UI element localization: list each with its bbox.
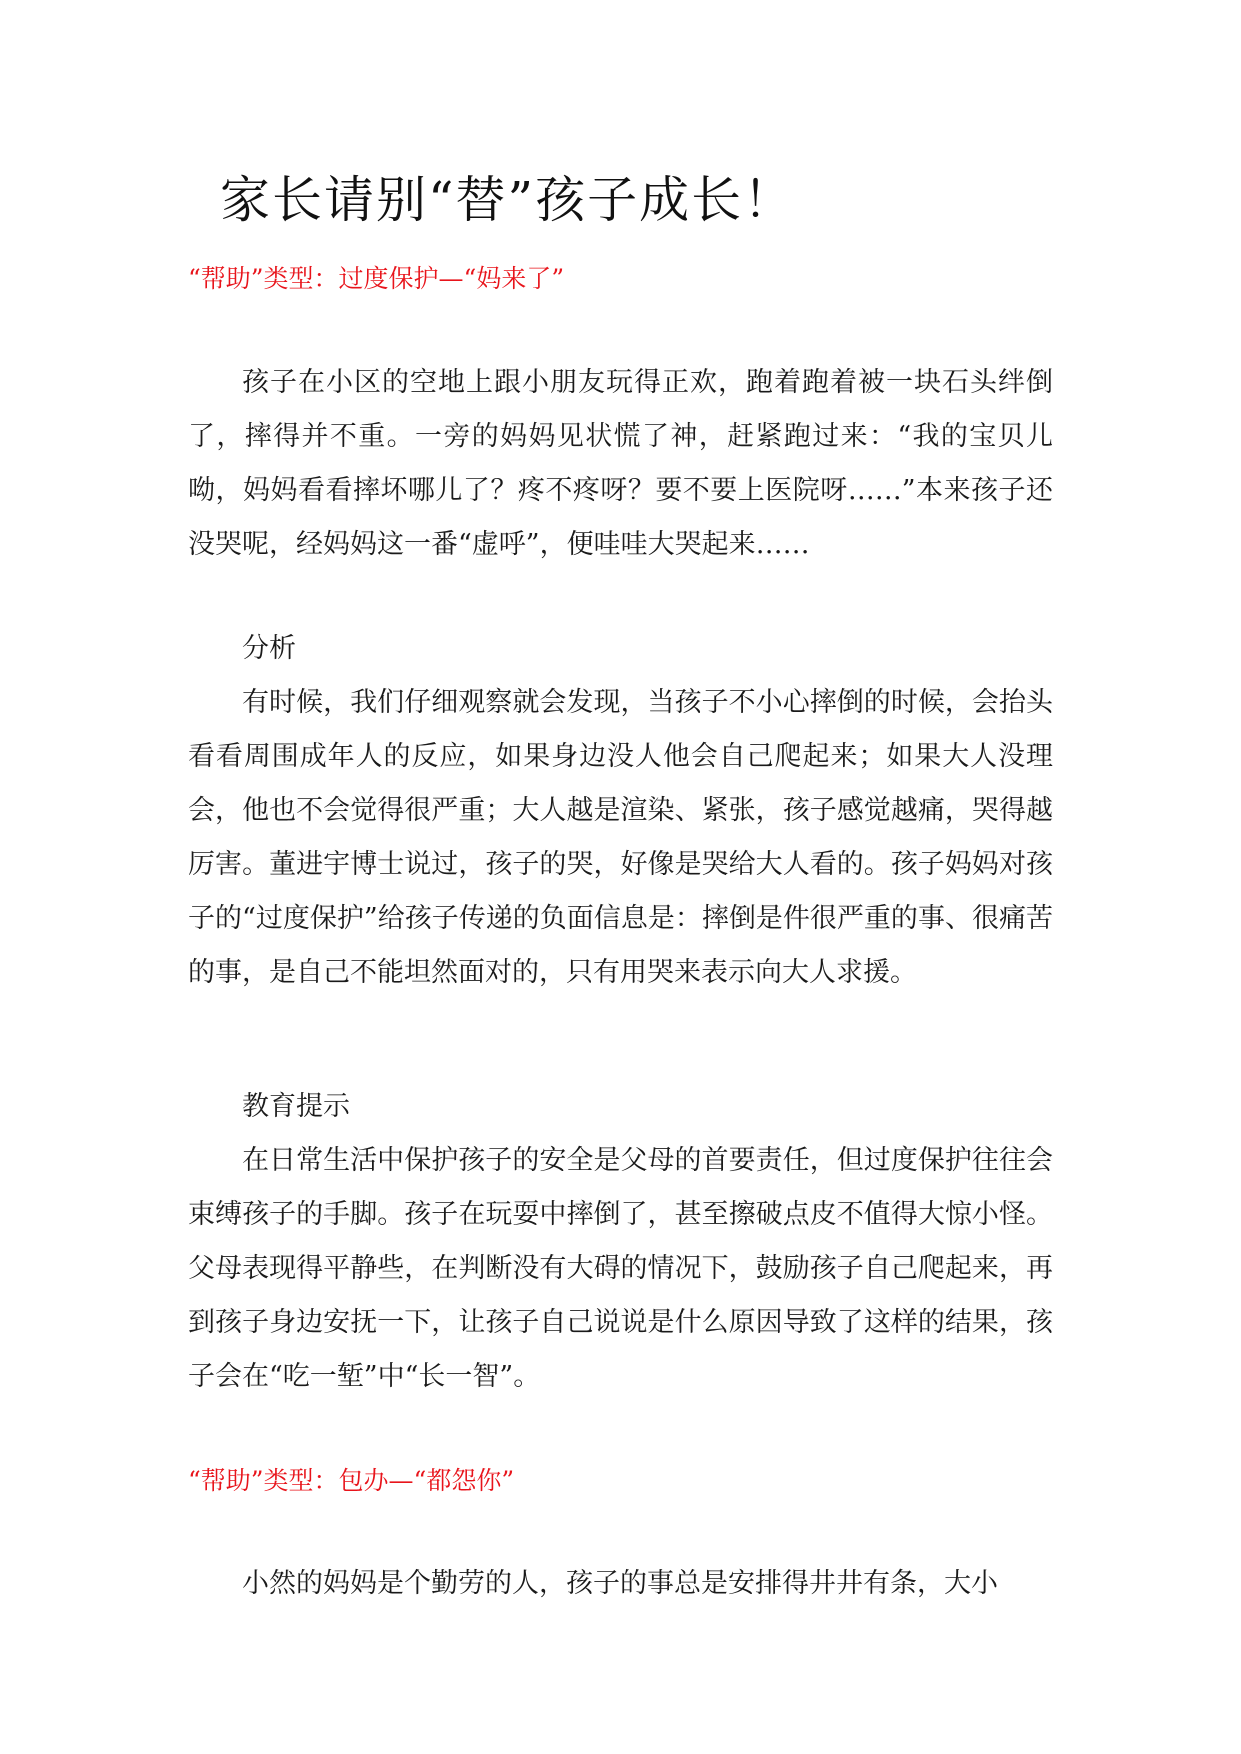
education-tip-label: 教育提示 <box>242 1091 350 1122</box>
page-title: 家长请别“替”孩子成长！ <box>220 171 796 229</box>
story-paragraph: 孩子在小区的空地上跟小朋友玩得正欢，跑着跑着被一块石头绊倒了，摔得并不重。一旁的妈妈见状慌了神，赶紧跑过来：“我的宝贝儿呦，妈妈看看摔坏哪儿了？疼不疼呀？要不要上医院呀……”本来孩子还没哭呢，经妈妈这一番“虚呼”，便哇哇大哭起来…… <box>188 367 1053 560</box>
analysis-label: 分析 <box>242 633 296 664</box>
education-tip-paragraph: 在日常生活中保护孩子的安全是父母的首要责任，但过度保护往往会束缚孩子的手脚。孩子在玩耍中摔倒了，甚至擦破点皮不值得大惊小怪。父母表现得平静些，在判断没有大碍的情况下，鼓励孩子自己爬起来，再到孩子身边安抚一下，让孩子自己说说是什么原因导致了这样的结果，孩子会在“吃一堑”中“长一智”。 <box>188 1145 1053 1392</box>
section-heading-doing-everything: “帮助”类型：包办—“都怨你” <box>188 1466 515 1495</box>
story-paragraph-2: 小然的妈妈是个勤劳的人，孩子的事总是安排得井井有条，大小 <box>242 1568 998 1599</box>
analysis-paragraph: 有时候，我们仔细观察就会发现，当孩子不小心摔倒的时候，会抬头看看周围成年人的反应，如果身边没人他会自己爬起来；如果大人没理会，他也不会觉得很严重；大人越是渲染、紧张，孩子感觉越痛，哭得越厉害。董进宇博士说过，孩子的哭，好像是哭给大人看的。孩子妈妈对孩子的“过度保护”给孩子传递的负面信息是：摔倒是件很严重的事、很痛苦的事，是自己不能坦然面对的，只有用哭来表示向大人求援。 <box>188 687 1053 988</box>
section-heading-overprotection: “帮助”类型：过度保护—“妈来了” <box>188 264 565 293</box>
